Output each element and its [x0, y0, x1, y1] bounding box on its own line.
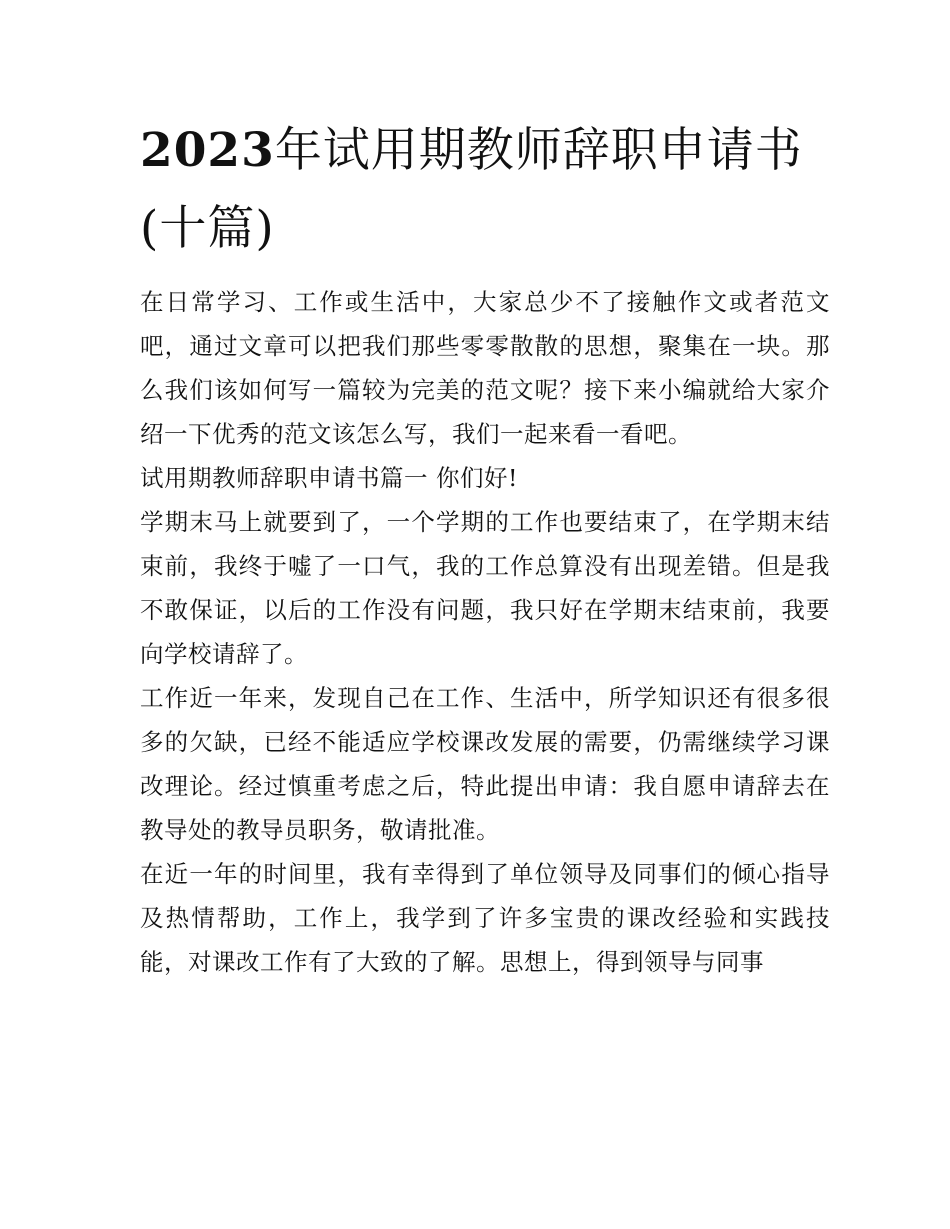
document-body — [140, 280, 830, 984]
title-text: 年试用期教师辞职申请书(十篇) — [140, 123, 803, 256]
body-paragraph-2: 工作近一年来，发现自己在工作、生活中，所学知识还有很多很多的欠缺，已经不能适应学校课改发展的需要，仍需继续学习课改理论。经过慎重考虑之后，特此提出申请：我自愿申请辞去在教导处的教导员职务，敬请批准。 — [140, 684, 830, 844]
intro-paragraph: 在日常学习、工作或生活中，大家总少不了接触作文或者范文吧，通过文章可以把我们那些零零散散的思想，聚集在一块。那么我们该如何写一篇较为完美的范文呢？接下来小编就给大家介绍一下优秀的范文该怎么写，我们一起来看一看吧。 — [140, 288, 830, 448]
title-year: 2023 — [140, 123, 275, 178]
body-paragraph-3: 在近一年的时间里，我有幸得到了单位领导及同事们的倾心指导及热情帮助，工作上，我学到了许多宝贵的课改经验和实践技能，对课改工作有了大致的了解。思想上，得到领导与同事 — [140, 860, 830, 976]
document-title — [140, 112, 830, 268]
section-heading-paragraph: 试用期教师辞职申请书篇一 你们好! — [140, 464, 518, 492]
body-paragraph-1: 学期末马上就要到了，一个学期的工作也要结束了，在学期末结束前，我终于嘘了一口气，我的工作总算没有出现差错。但是我不敢保证，以后的工作没有问题，我只好在学期末结束前，我要向学校请辞了。 — [140, 508, 830, 668]
